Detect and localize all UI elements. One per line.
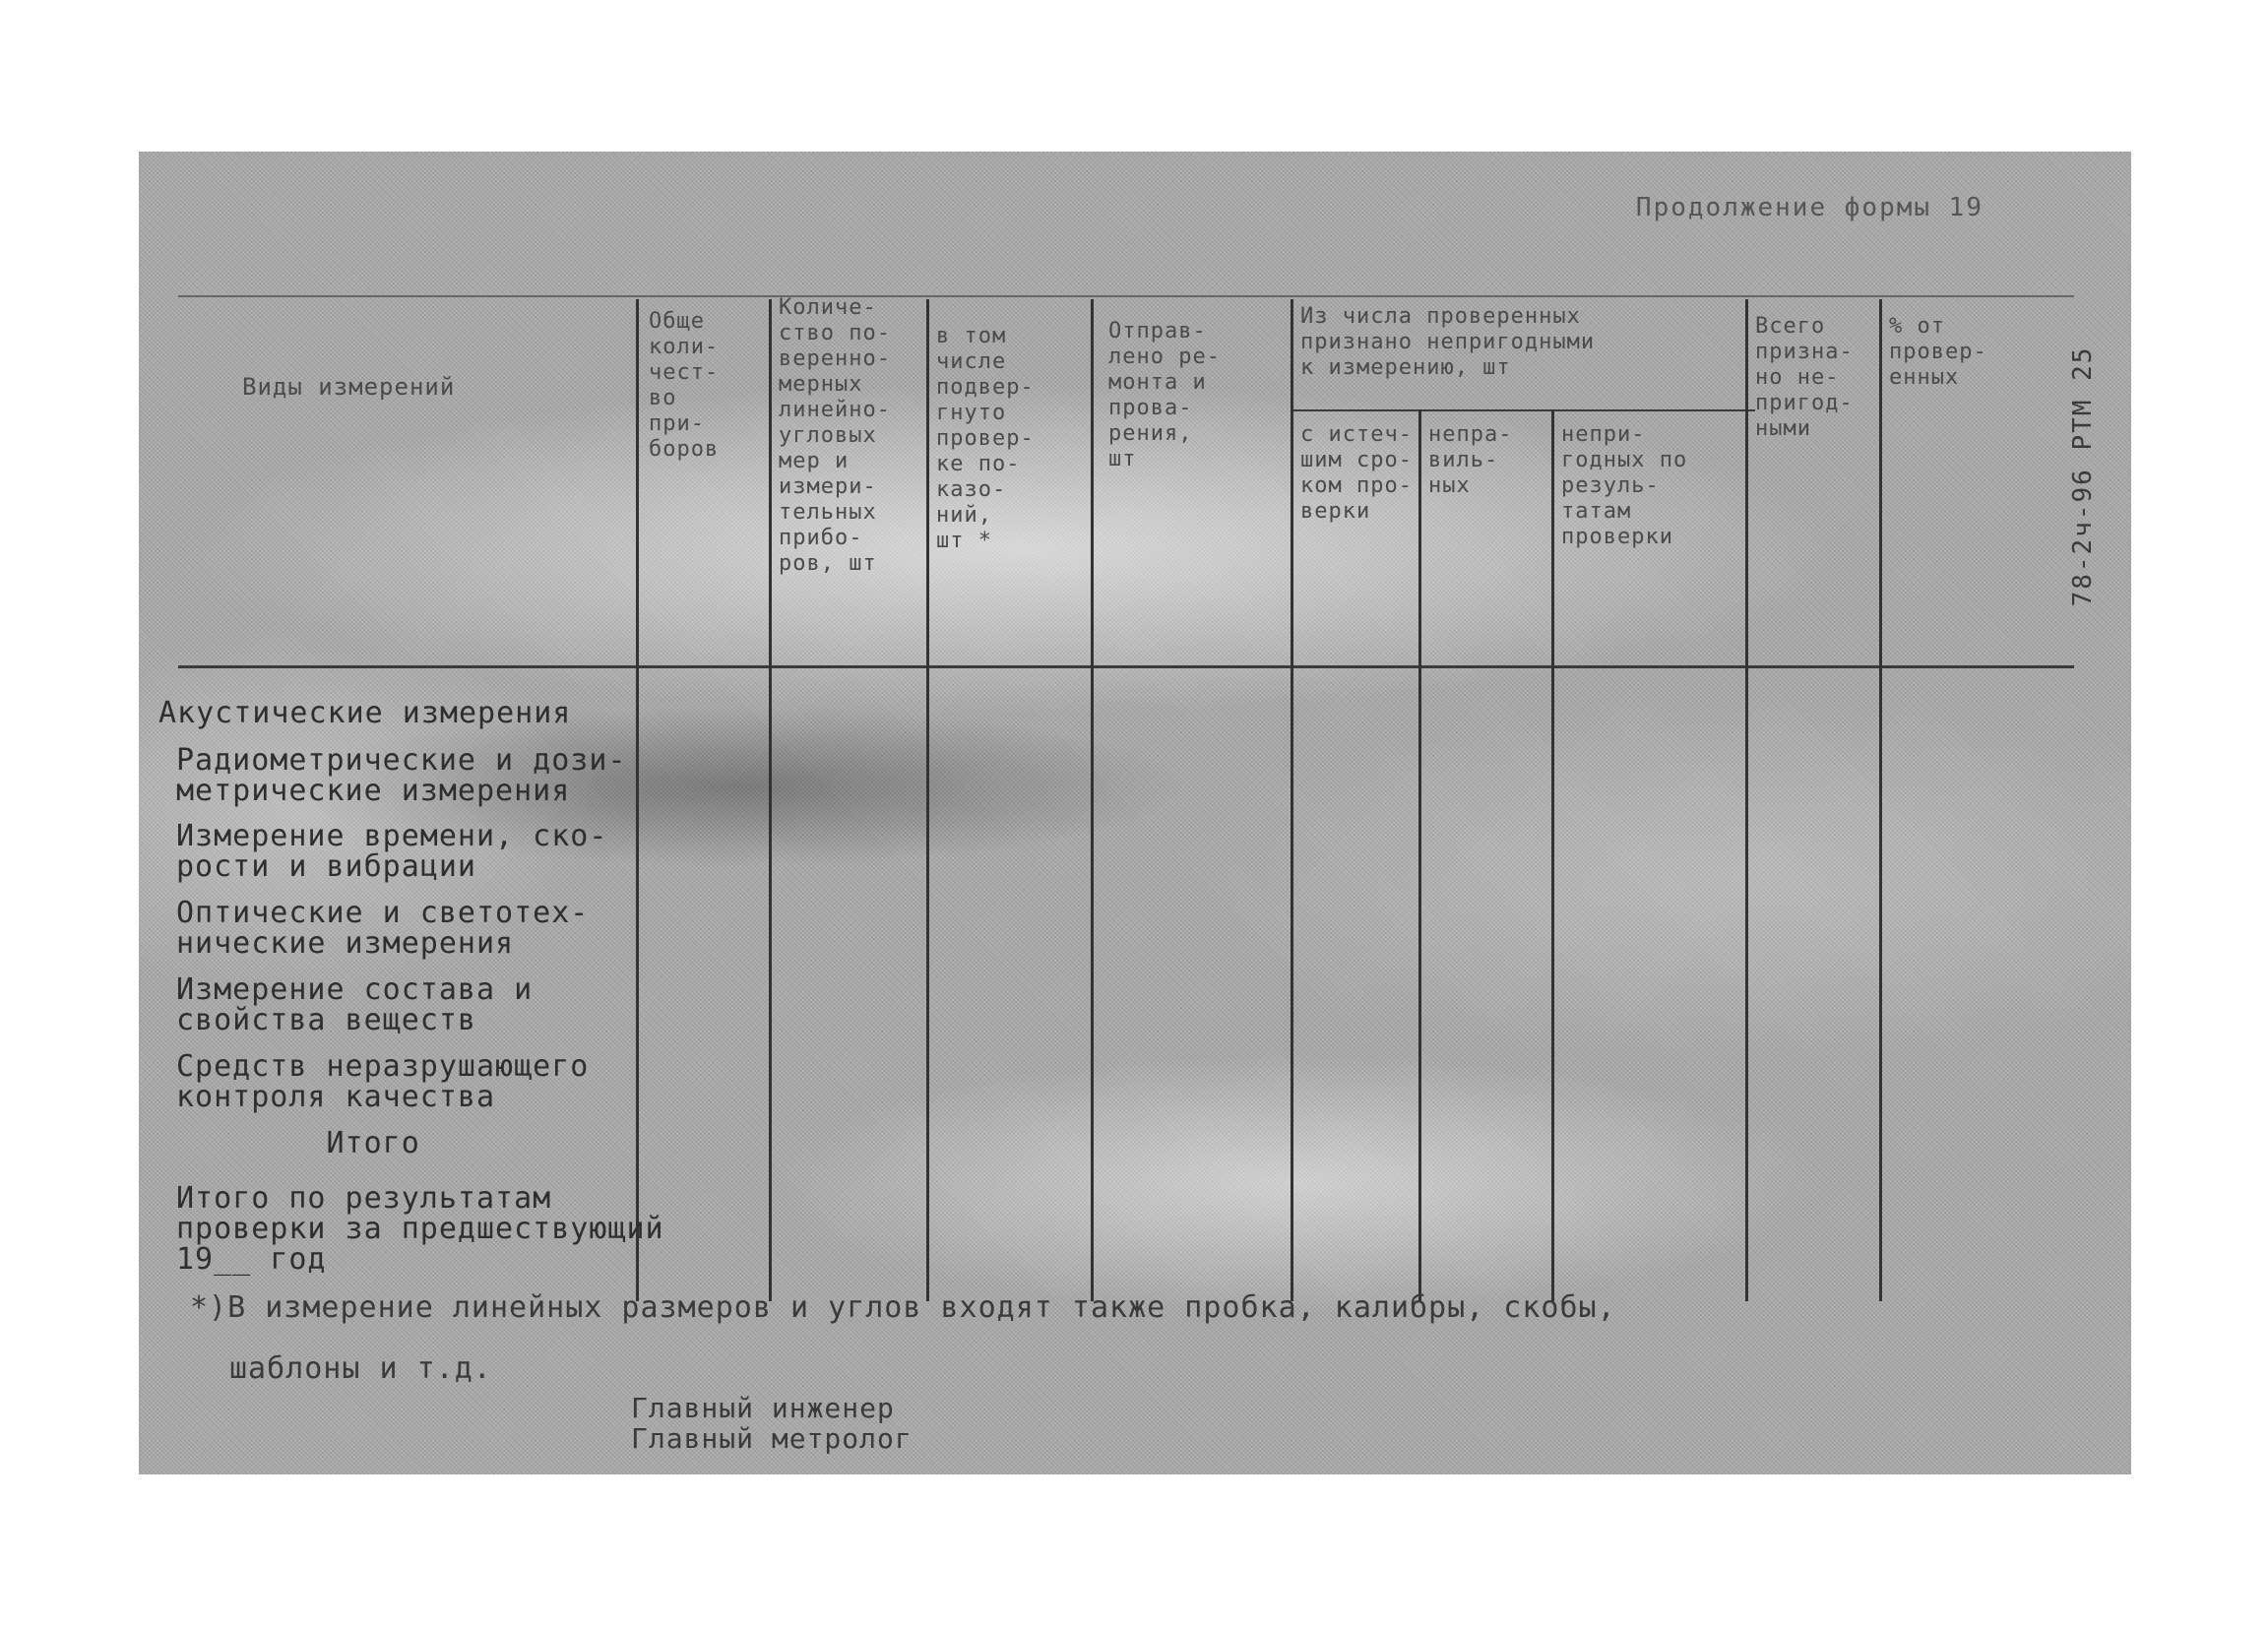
table-row-label: Радиометрические и дози- метрические измерения <box>176 743 627 808</box>
footnote: *)В измерение линейных размеров и углов входят также пробка, калибры, скобы, <box>190 1290 1616 1325</box>
column-divider <box>1291 299 1293 1301</box>
table-row-label: Средств неразрушающего контроля качества <box>176 1049 590 1114</box>
table-row-label: Оптические и светотех- нические измерения <box>176 896 590 961</box>
form-continuation-label: Продолжение формы 19 <box>1635 193 1984 222</box>
table-header-rule <box>178 665 2074 668</box>
column-divider <box>769 299 772 1301</box>
header-total-instruments: Обще коли- чест- во при- боров <box>649 309 720 462</box>
column-divider <box>1745 299 1748 1301</box>
chief-engineer-signature-line: Главный инженер <box>631 1392 895 1424</box>
table-row-label: Итого <box>176 1126 420 1160</box>
header-unfit-results: непри- годных по резуль- татам проверки <box>1561 422 1688 549</box>
column-divider <box>636 299 639 1301</box>
table-row-label: Акустические измерения <box>158 696 572 730</box>
table-row-label: Измерение времени, ско- рости и вибрации <box>176 819 608 884</box>
header-total-unfit: Всего призна- но не- пригод- ными <box>1755 314 1854 441</box>
column-divider <box>1091 299 1094 1301</box>
header-unfit-incorrect: непра- виль- ных <box>1428 422 1513 498</box>
column-divider <box>1879 299 1882 1301</box>
header-percent-of-verified: % от провер- енных <box>1889 314 1987 390</box>
column-divider <box>1418 409 1421 1301</box>
side-document-code: 78-2ч-96 РТМ 25 <box>2068 345 2098 607</box>
header-unfit-expired: с истеч- шим сро- ком про- верки <box>1300 422 1413 524</box>
document-sheet <box>139 152 2131 1474</box>
column-divider <box>926 299 929 1301</box>
table-row-label: Итого по результатам проверки за предшествующий 19__ год <box>176 1181 664 1277</box>
header-sent-for-repair: Отправ- лено ре- монта и прова- рения, шт <box>1108 319 1221 471</box>
header-unfit-group: Из числа проверенных признано непригодными к измерению, шт <box>1300 304 1596 380</box>
header-verified-count: Количе- ство по- вереннo- мерных линейно- угловых мер и измери- тельных прибо- ров, шт <box>779 295 891 576</box>
chief-metrologist-signature-line: Главный метролог <box>631 1422 913 1455</box>
unfit-group-rule <box>1292 409 1755 411</box>
header-types-of-measurements: Виды измерений <box>242 373 456 401</box>
table-top-rule <box>178 295 2074 297</box>
header-including-verified: в том числе подвер- гнуто провер- ке по- казо- ний, шт * <box>936 324 1035 553</box>
column-divider <box>1551 409 1554 1301</box>
table-row-label: Измерение состава и свойства веществ <box>176 972 534 1037</box>
footnote-continuation: шаблоны и т.д. <box>229 1351 492 1386</box>
